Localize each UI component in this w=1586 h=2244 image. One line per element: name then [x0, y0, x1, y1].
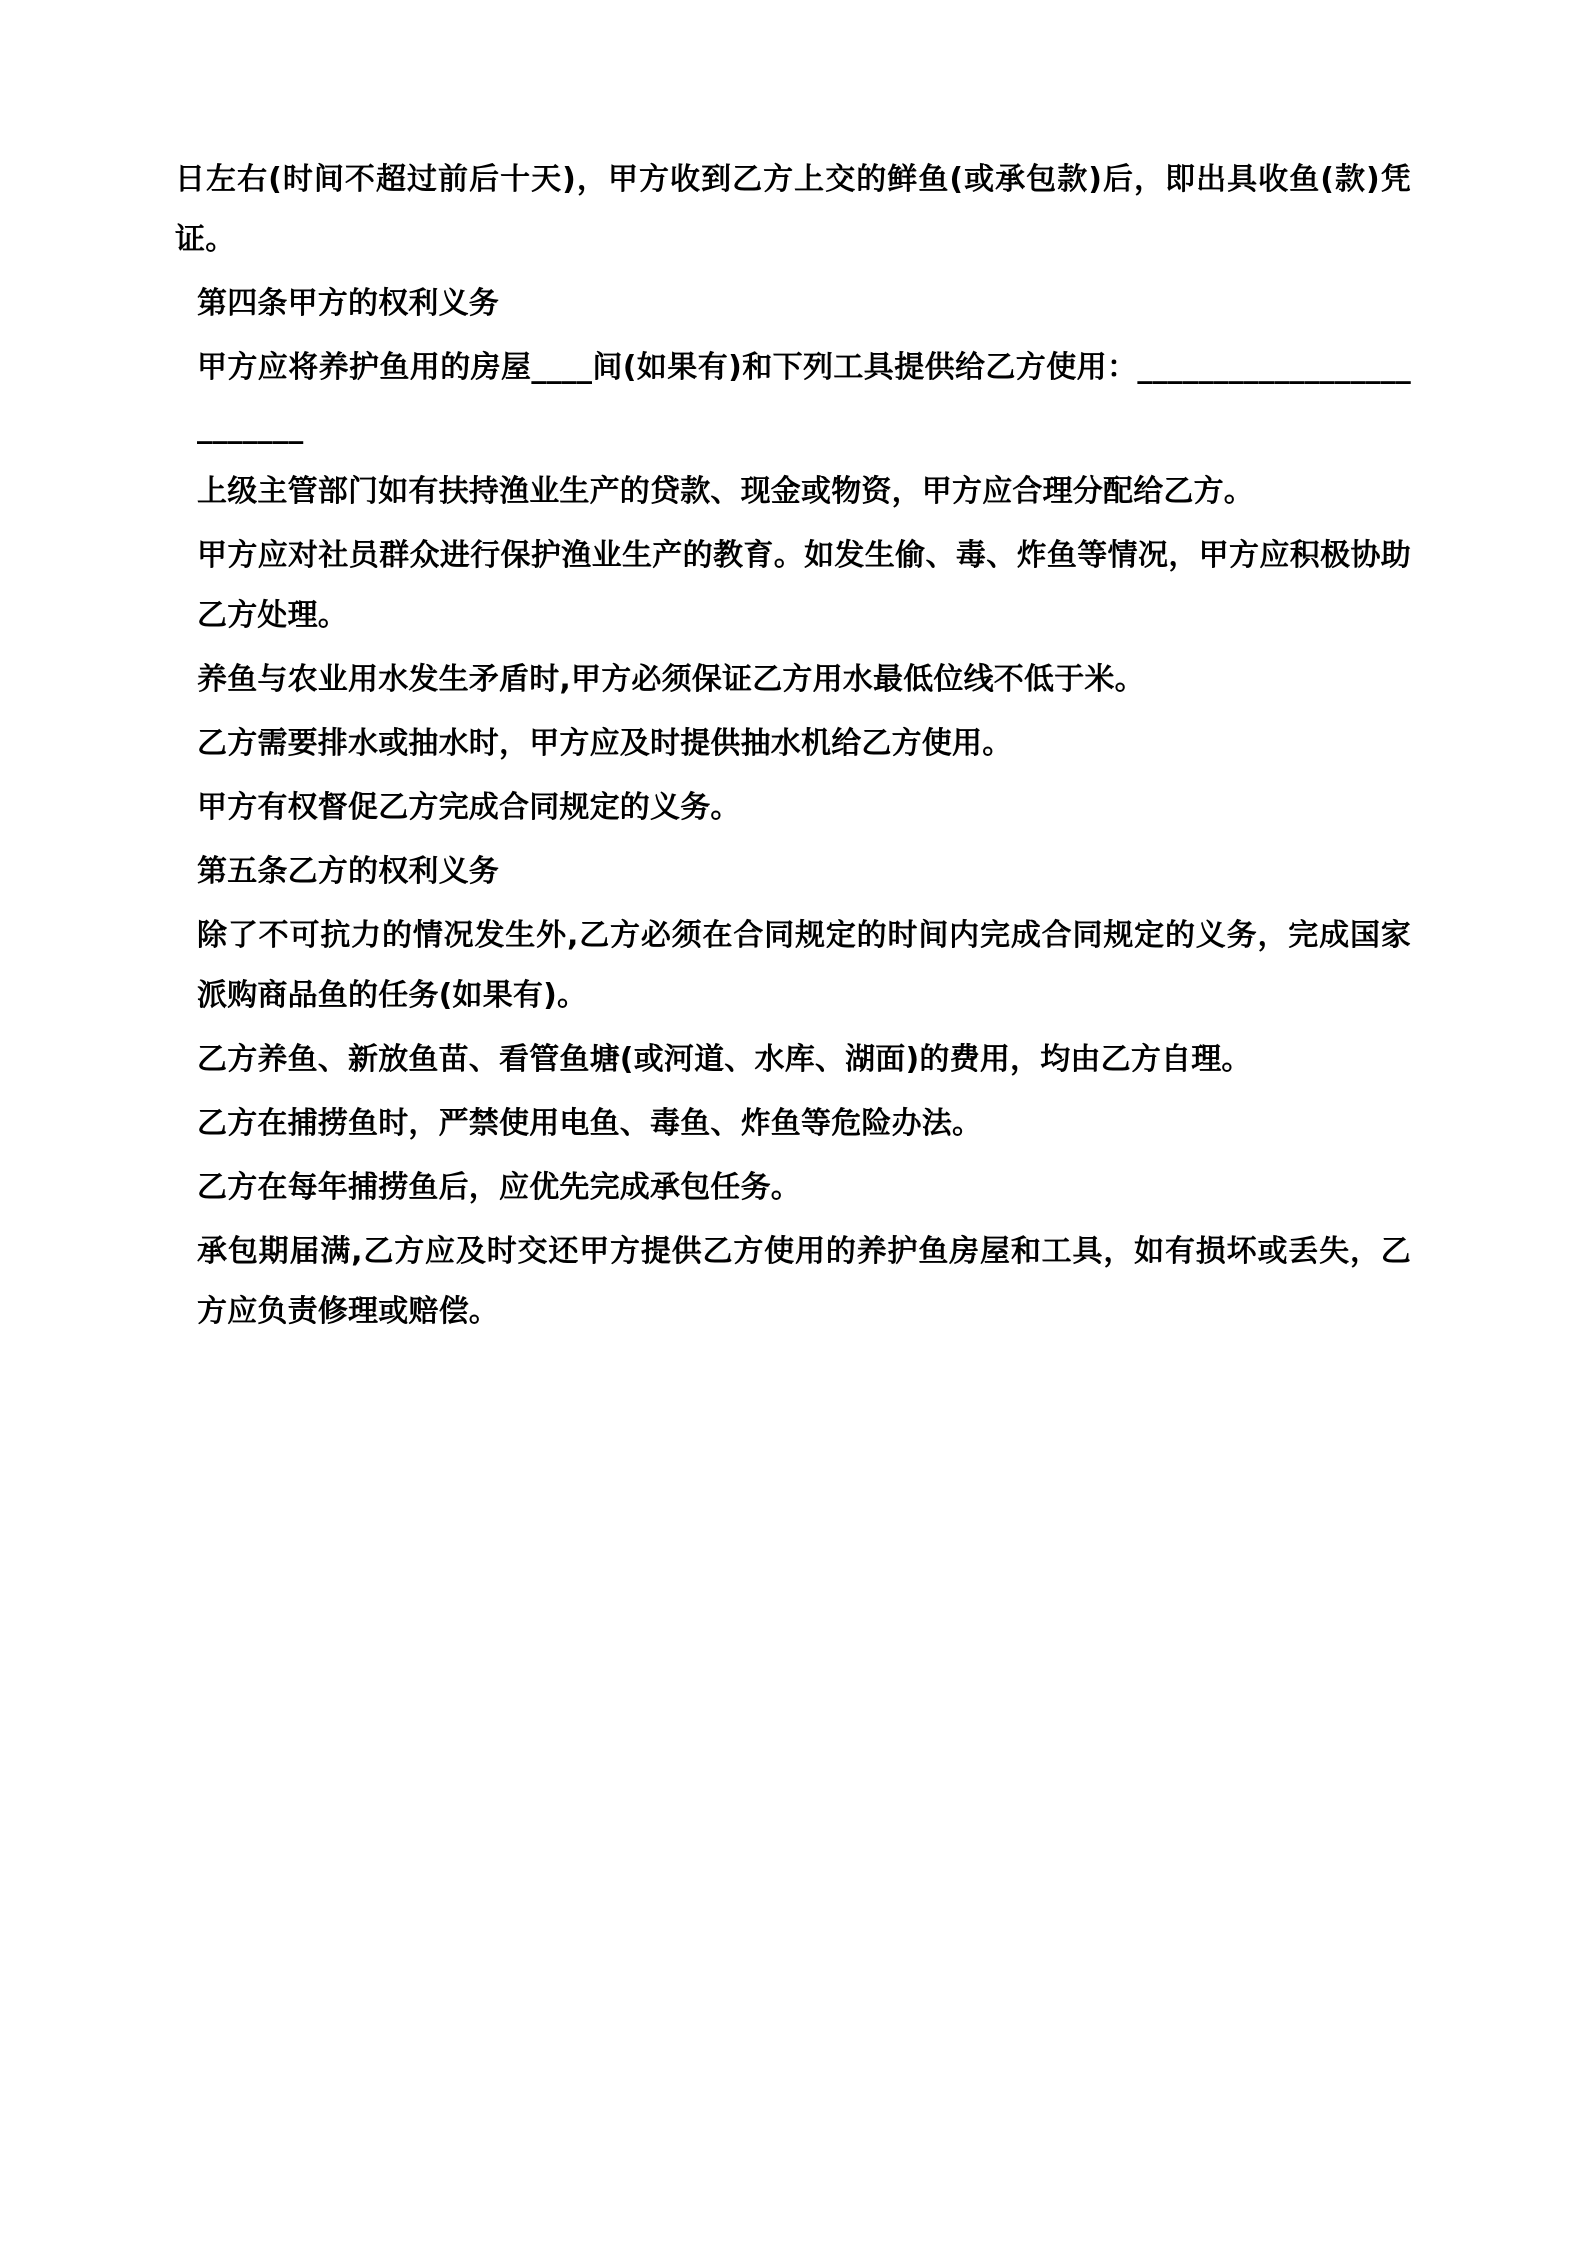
paragraph-heading-article-5: 第五条乙方的权利义务 — [197, 854, 499, 889]
paragraph: 上级主管部门如有扶持渔业生产的贷款、现金或物资，甲方应合理分配给乙方。 — [197, 474, 1254, 509]
paragraph: 日左右(时间不超过前后十天)，甲方收到乙方上交的鲜鱼(或承包款)后，即出具收鱼(款)凭证。 — [175, 162, 1411, 257]
paragraph: 乙方养鱼、新放鱼苗、看管鱼塘(或河道、水库、湖面)的费用，均由乙方自理。 — [197, 1042, 1252, 1077]
paragraph: 乙方在捕捞鱼时，严禁使用电鱼、毒鱼、炸鱼等危险办法。 — [197, 1106, 983, 1141]
document-body — [175, 150, 1411, 1342]
paragraph: 承包期届满,乙方应及时交还甲方提供乙方使用的养护鱼房屋和工具，如有损坏或丢失，乙方应负责修理或赔偿。 — [197, 1234, 1411, 1329]
paragraph: 甲方有权督促乙方完成合同规定的义务。 — [197, 790, 741, 825]
paragraph: 甲方应对社员群众进行保护渔业生产的教育。如发生偷、毒、炸鱼等情况，甲方应积极协助乙方处理。 — [197, 538, 1411, 633]
paragraph: 乙方在每年捕捞鱼后，应优先完成承包任务。 — [197, 1170, 801, 1205]
paragraph: 养鱼与农业用水发生矛盾时,甲方必须保证乙方用水最低位线不低于米。 — [197, 662, 1145, 697]
paragraph-heading-article-4: 第四条甲方的权利义务 — [197, 286, 499, 321]
paragraph: 乙方需要排水或抽水时，甲方应及时提供抽水机给乙方使用。 — [197, 726, 1013, 761]
paragraph: 除了不可抗力的情况发生外,乙方必须在合同规定的时间内完成合同规定的义务，完成国家派购商品鱼的任务(如果有)。 — [197, 918, 1411, 1013]
paragraph: 甲方应将养护鱼用的房屋____间(如果有)和下列工具提供给乙方使用：_________________________ — [197, 350, 1411, 445]
